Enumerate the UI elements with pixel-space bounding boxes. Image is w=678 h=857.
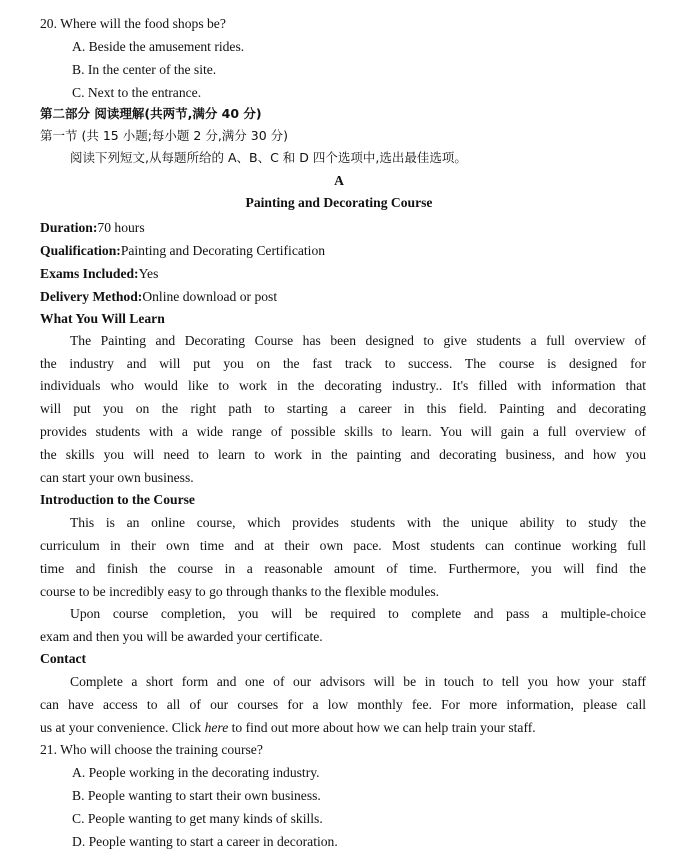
- info-label: Exams Included:: [40, 266, 139, 281]
- paragraph-line: course to be incredibly easy to go through thanks to the flexible modules.: [40, 584, 440, 599]
- question-20: 20. Where will the food shops be?: [40, 16, 226, 31]
- section-subheader: 第一节 (共 15 小题;每小题 2 分,满分 30 分): [40, 128, 289, 143]
- info-label: Duration:: [40, 220, 98, 235]
- paragraph-line: Upon course completion, you will be required to complete and pass a multiple-choice: [70, 606, 646, 621]
- info-value: Online download or post: [142, 289, 278, 304]
- q21-option-d: D. People wanting to start a career in decoration.: [72, 834, 338, 849]
- question-21: 21. Who will choose the training course?: [40, 742, 263, 757]
- q21-option-a: A. People working in the decorating industry.: [72, 765, 320, 780]
- q20-option-b: B. In the center of the site.: [72, 62, 217, 77]
- paragraph-line: can start your own business.: [40, 470, 194, 485]
- q20-option-a: A. Beside the amusement rides.: [72, 39, 245, 54]
- paragraph-line: Complete a short form and one of our advisors will be in touch to tell you how your staff: [70, 674, 646, 689]
- paragraph-line: [40, 719, 646, 737]
- info-duration: [40, 219, 646, 237]
- paragraph-line: time and finish the course in a reasonable amount of time. Furthermore, you will find the: [40, 561, 646, 576]
- part-header: 第二部分 阅读理解(共两节,满分 40 分): [40, 106, 262, 121]
- paragraph-line: exam and then you will be awarded your certificate.: [40, 629, 323, 644]
- info-exams: [40, 265, 646, 283]
- info-label: Delivery Method:: [40, 289, 143, 304]
- here-link-text: here: [204, 720, 229, 735]
- paragraph-line: the industry and will put you on the fast track to success. The course is designed for: [40, 356, 646, 371]
- info-delivery: [40, 288, 646, 306]
- passage-letter: A: [334, 173, 344, 188]
- paragraph-line: will put you on the right path to starting a career in this field. Painting and decorating: [40, 401, 646, 416]
- paragraph-line: This is an online course, which provides students with the unique ability to study the: [70, 515, 646, 530]
- info-value: Painting and Decorating Certification: [120, 243, 326, 258]
- paragraph-line: the skills you will need to learn to work in the painting and decorating business, and how you: [40, 447, 646, 462]
- heading-contact: Contact: [40, 651, 87, 666]
- q21-option-b: B. People wanting to start their own business.: [72, 788, 321, 803]
- info-label: Qualification:: [40, 243, 121, 258]
- q20-option-c: C. Next to the entrance.: [72, 85, 202, 100]
- paragraph-line: curriculum in their own time and at their own pace. Most students can continue working full: [40, 538, 646, 553]
- text-segment: us at your convenience. Click: [40, 720, 205, 735]
- q21-option-c: C. People wanting to get many kinds of skills.: [72, 811, 323, 826]
- paragraph-line: provides students with a wide range of possible skills to learn. You will gain a full overview of: [40, 424, 646, 439]
- paragraph-line: individuals who would like to work in the decorating industry.. It's filled with information that: [40, 378, 646, 393]
- instruction-text: 阅读下列短文,从每题所给的 A、B、C 和 D 四个选项中,选出最佳选项。: [70, 150, 467, 165]
- info-value: 70 hours: [97, 220, 145, 235]
- text-segment: to find out more about how we can help train your staff.: [228, 720, 536, 735]
- passage-title: Painting and Decorating Course: [245, 195, 433, 210]
- paragraph-line: The Painting and Decorating Course has been designed to give students a full overview of: [70, 333, 646, 348]
- heading-introduction: Introduction to the Course: [40, 492, 195, 507]
- paragraph-line: can have access to all of our courses for a low monthly fee. For more information, please call: [40, 697, 646, 712]
- heading-what-you-will-learn: What You Will Learn: [40, 311, 165, 326]
- info-value: Yes: [138, 266, 159, 281]
- info-qualification: [40, 242, 646, 260]
